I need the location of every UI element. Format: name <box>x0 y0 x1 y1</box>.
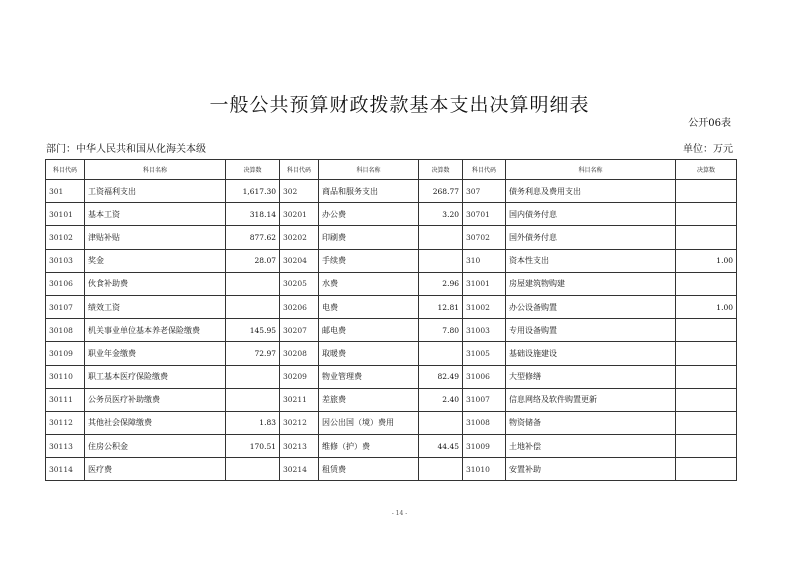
subject-code-cell: 30103 <box>46 249 85 272</box>
subject-code-cell: 31006 <box>463 365 506 388</box>
amount-cell: 318.14 <box>226 203 280 226</box>
subject-name-cell: 办公设备购置 <box>506 295 676 318</box>
subject-code-cell: 30206 <box>280 295 319 318</box>
subject-code-cell: 30112 <box>46 411 85 434</box>
subject-name-cell: 维修（护）费 <box>319 435 419 458</box>
subject-code-cell: 30113 <box>46 435 85 458</box>
subject-code-cell: 307 <box>463 180 506 203</box>
table-row <box>46 203 737 226</box>
table-row <box>46 249 737 272</box>
subject-code-cell: 30202 <box>280 226 319 249</box>
table-body <box>46 180 737 481</box>
subject-code-cell: 30208 <box>280 342 319 365</box>
subject-name-cell: 资本性支出 <box>506 249 676 272</box>
subject-name-cell: 信息网络及软件购置更新 <box>506 388 676 411</box>
subject-code-cell: 30211 <box>280 388 319 411</box>
amount-cell: 1,617.30 <box>226 180 280 203</box>
subject-name-cell: 其他社会保障缴费 <box>85 411 226 434</box>
amount-cell: 170.51 <box>226 435 280 458</box>
subject-code-cell: 30702 <box>463 226 506 249</box>
subject-code-cell: 31007 <box>463 388 506 411</box>
subject-code-cell: 30108 <box>46 319 85 342</box>
subject-name-cell: 印刷费 <box>319 226 419 249</box>
table-row <box>46 180 737 203</box>
amount-cell: 1.83 <box>226 411 280 434</box>
header-cell: 决算数 <box>676 160 737 180</box>
subject-name-cell: 奖金 <box>85 249 226 272</box>
subject-name-cell: 伙食补助费 <box>85 272 226 295</box>
form-code: 公开06表 <box>688 118 731 129</box>
subject-code-cell: 31001 <box>463 272 506 295</box>
subject-name-cell: 取暖费 <box>319 342 419 365</box>
subject-code-cell: 310 <box>463 249 506 272</box>
subject-code-cell: 302 <box>280 180 319 203</box>
subject-code-cell: 30114 <box>46 458 85 481</box>
subject-code-cell: 30214 <box>280 458 319 481</box>
unit-label: 单位：万元 <box>683 144 733 155</box>
amount-cell: 3.20 <box>419 203 463 226</box>
amount-cell <box>226 295 280 318</box>
amount-cell: 82.49 <box>419 365 463 388</box>
amount-cell: 44.45 <box>419 435 463 458</box>
subject-code-cell: 30212 <box>280 411 319 434</box>
table-row <box>46 295 737 318</box>
table-row <box>46 365 737 388</box>
subject-code-cell: 31010 <box>463 458 506 481</box>
subject-name-cell: 机关事业单位基本养老保险缴费 <box>85 319 226 342</box>
subject-code-cell: 30110 <box>46 365 85 388</box>
subject-code-cell: 30109 <box>46 342 85 365</box>
amount-cell <box>419 342 463 365</box>
table-row <box>46 411 737 434</box>
amount-cell: 877.62 <box>226 226 280 249</box>
subject-name-cell: 安置补助 <box>506 458 676 481</box>
table-row <box>46 458 737 481</box>
amount-cell <box>676 319 737 342</box>
subject-name-cell: 物业管理费 <box>319 365 419 388</box>
subject-name-cell: 债务利息及费用支出 <box>506 180 676 203</box>
amount-cell <box>676 203 737 226</box>
subject-code-cell: 30102 <box>46 226 85 249</box>
amount-cell: 268.77 <box>419 180 463 203</box>
subject-name-cell: 水费 <box>319 272 419 295</box>
amount-cell <box>419 249 463 272</box>
subject-code-cell: 31009 <box>463 435 506 458</box>
subject-code-cell: 30111 <box>46 388 85 411</box>
table-row <box>46 226 737 249</box>
amount-cell <box>676 365 737 388</box>
header-cell: 科目代码 <box>280 160 319 180</box>
expenditure-table <box>45 159 737 481</box>
subject-name-cell: 基本工资 <box>85 203 226 226</box>
amount-cell <box>676 458 737 481</box>
amount-cell <box>676 180 737 203</box>
subject-name-cell: 绩效工资 <box>85 295 226 318</box>
header-cell: 科目代码 <box>46 160 85 180</box>
amount-cell <box>676 342 737 365</box>
amount-cell <box>419 226 463 249</box>
table-header-row <box>46 160 737 180</box>
amount-cell <box>226 365 280 388</box>
subject-code-cell: 30209 <box>280 365 319 388</box>
subject-name-cell: 土地补偿 <box>506 435 676 458</box>
subject-code-cell: 30101 <box>46 203 85 226</box>
subject-code-cell: 31003 <box>463 319 506 342</box>
subject-code-cell: 30205 <box>280 272 319 295</box>
subject-name-cell: 办公费 <box>319 203 419 226</box>
header-cell: 科目名称 <box>85 160 226 180</box>
subject-name-cell: 物资储备 <box>506 411 676 434</box>
amount-cell <box>676 411 737 434</box>
subject-code-cell: 30106 <box>46 272 85 295</box>
subject-code-cell: 30213 <box>280 435 319 458</box>
amount-cell: 12.81 <box>419 295 463 318</box>
header-cell: 科目名称 <box>506 160 676 180</box>
subject-name-cell: 房屋建筑物购建 <box>506 272 676 295</box>
subject-name-cell: 大型修缮 <box>506 365 676 388</box>
subject-name-cell: 电费 <box>319 295 419 318</box>
amount-cell: 1.00 <box>676 295 737 318</box>
amount-cell: 1.00 <box>676 249 737 272</box>
amount-cell <box>226 458 280 481</box>
amount-cell <box>226 388 280 411</box>
subject-name-cell: 医疗费 <box>85 458 226 481</box>
amount-cell <box>676 435 737 458</box>
subject-code-cell: 31008 <box>463 411 506 434</box>
subject-name-cell: 职工基本医疗保险缴费 <box>85 365 226 388</box>
amount-cell <box>419 411 463 434</box>
amount-cell: 2.96 <box>419 272 463 295</box>
subject-name-cell: 差旅费 <box>319 388 419 411</box>
page-number: - 14 - <box>391 510 408 517</box>
department-label: 部门：中华人民共和国从化海关本级 <box>46 144 206 155</box>
amount-cell: 7.80 <box>419 319 463 342</box>
table-row <box>46 435 737 458</box>
table-row <box>46 272 737 295</box>
subject-code-cell: 301 <box>46 180 85 203</box>
subject-code-cell: 30204 <box>280 249 319 272</box>
amount-cell: 72.97 <box>226 342 280 365</box>
subject-name-cell: 工资福利支出 <box>85 180 226 203</box>
subject-name-cell: 国外债务付息 <box>506 226 676 249</box>
subject-code-cell: 30201 <box>280 203 319 226</box>
amount-cell <box>676 388 737 411</box>
subject-name-cell: 手续费 <box>319 249 419 272</box>
subject-name-cell: 基础设施建设 <box>506 342 676 365</box>
subject-name-cell: 津贴补贴 <box>85 226 226 249</box>
subject-name-cell: 邮电费 <box>319 319 419 342</box>
header-cell: 科目名称 <box>319 160 419 180</box>
subject-name-cell: 公务员医疗补助缴费 <box>85 388 226 411</box>
amount-cell <box>226 272 280 295</box>
header-cell: 科目代码 <box>463 160 506 180</box>
subject-name-cell: 住房公积金 <box>85 435 226 458</box>
subject-name-cell: 国内债务付息 <box>506 203 676 226</box>
amount-cell: 28.07 <box>226 249 280 272</box>
amount-cell <box>676 226 737 249</box>
amount-cell: 2.40 <box>419 388 463 411</box>
amount-cell <box>419 458 463 481</box>
header-cell: 决算数 <box>419 160 463 180</box>
subject-name-cell: 商品和服务支出 <box>319 180 419 203</box>
subject-code-cell: 30107 <box>46 295 85 318</box>
subject-name-cell: 职业年金缴费 <box>85 342 226 365</box>
subject-code-cell: 31005 <box>463 342 506 365</box>
page-title: 一般公共预算财政拨款基本支出决算明细表 <box>209 94 590 116</box>
subject-name-cell: 租赁费 <box>319 458 419 481</box>
subject-code-cell: 30701 <box>463 203 506 226</box>
table-row <box>46 342 737 365</box>
amount-cell <box>676 272 737 295</box>
header-cell: 决算数 <box>226 160 280 180</box>
amount-cell: 145.95 <box>226 319 280 342</box>
subject-name-cell: 因公出国（境）费用 <box>319 411 419 434</box>
subject-code-cell: 30207 <box>280 319 319 342</box>
subject-name-cell: 专用设备购置 <box>506 319 676 342</box>
subject-code-cell: 31002 <box>463 295 506 318</box>
table-row <box>46 388 737 411</box>
table-row <box>46 319 737 342</box>
